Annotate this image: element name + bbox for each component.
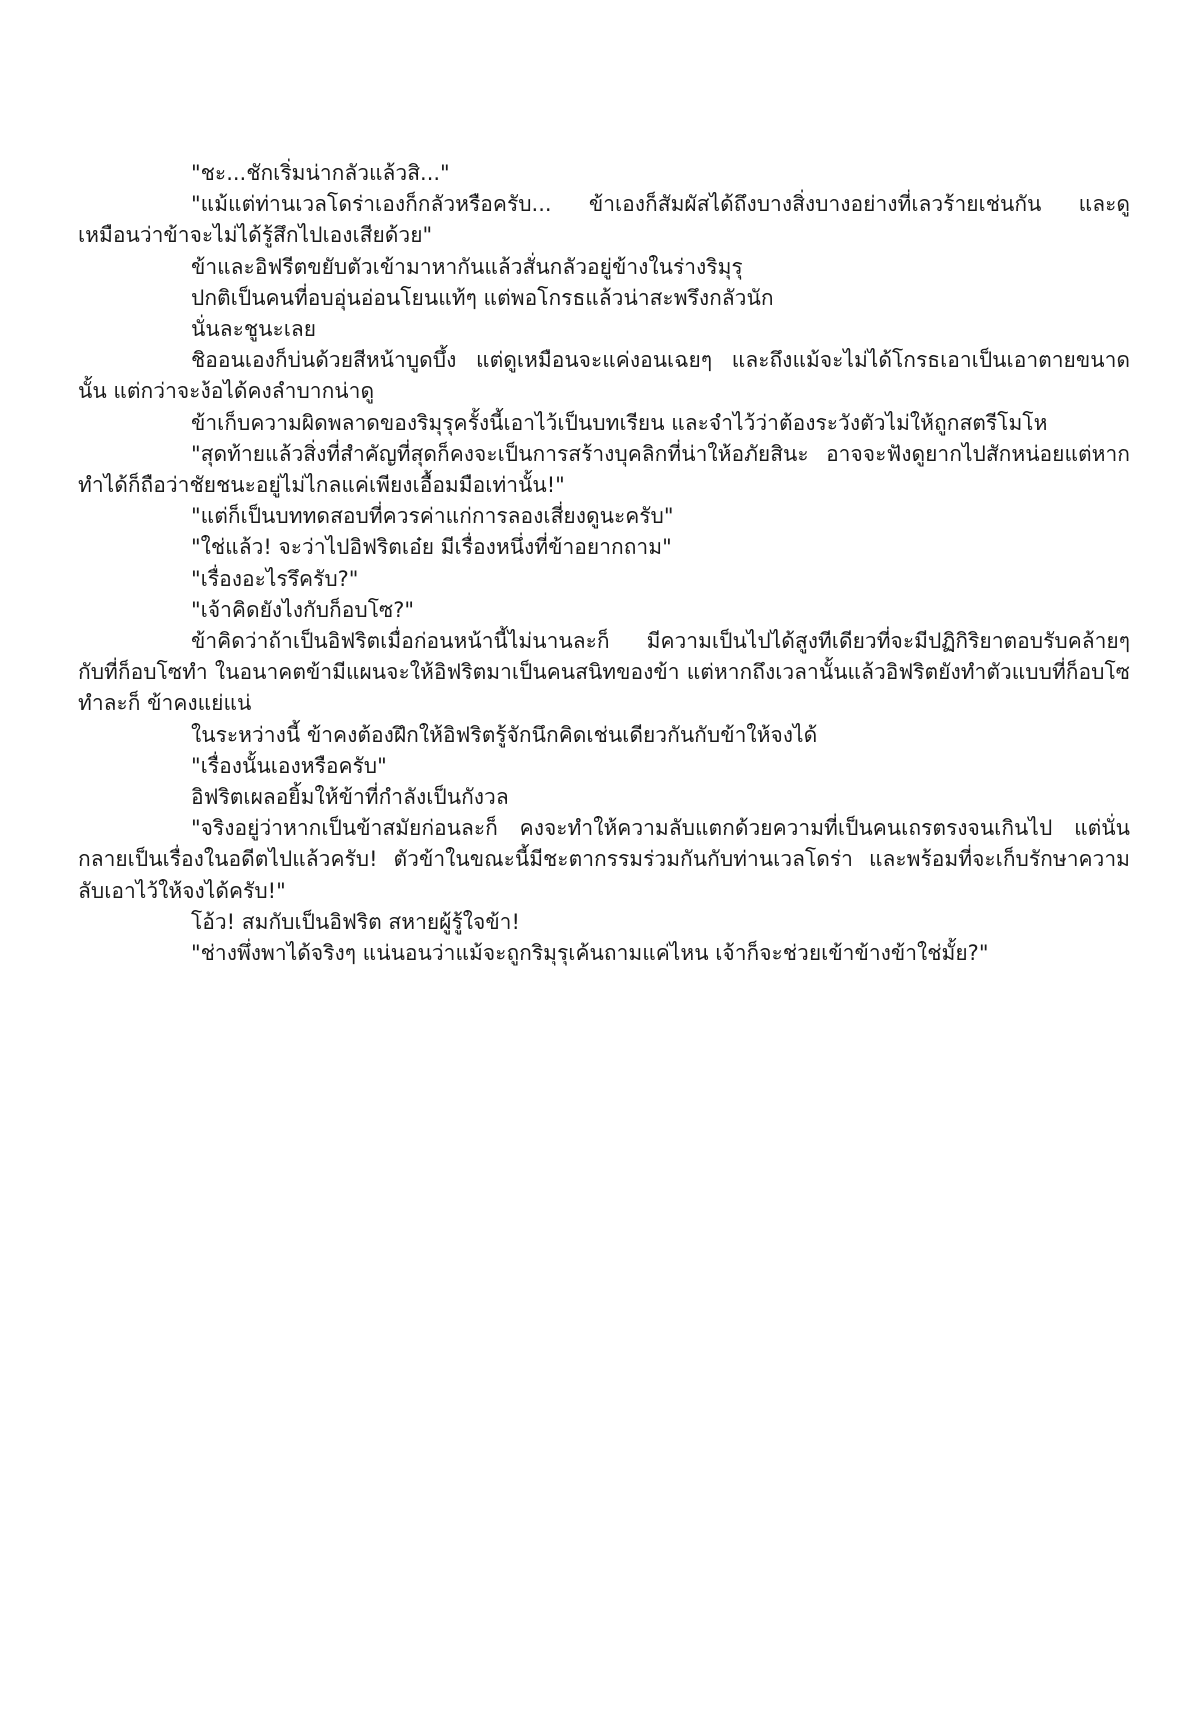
paragraph: "เจ้าคิดยังไงกับก็อบโซ?" <box>191 597 415 622</box>
paragraph: "ช่างพึ่งพาได้จริงๆ แน่นอนว่าแม้จะถูกริมุรุเค้นถามแค่ไหน เจ้าก็จะช่วยเข้าข้างข้าใช่มั้ย?" <box>191 941 989 966</box>
paragraph: ปกติเป็นคนที่อบอุ่นอ่อนโยนแท้ๆ แต่พอโกรธแล้วน่าสะพรึงกลัวนัก <box>191 285 774 310</box>
paragraph: ข้าเก็บความผิดพลาดของริมุรุครั้งนี้เอาไว้เป็นบทเรียน และจำไว้ว่าต้องระวังตัวไม่ให้ถูกสตรีโมโห <box>191 410 1048 435</box>
paragraph: นั่นละชูนะเลย <box>191 317 317 342</box>
paragraph: ข้าและอิฟรีตขยับตัวเข้ามาหากันแล้วสั่นกลัวอยู่ข้างในร่างริมุรุ <box>191 254 743 279</box>
paragraph: "ชะ...ชักเริ่มน่ากลัวแล้วสิ..." <box>191 161 450 185</box>
document-body <box>78 158 1130 969</box>
paragraph: "เรื่องอะไรรึครับ?" <box>191 566 359 591</box>
paragraph: ข้าคิดว่าถ้าเป็นอิฟริตเมื่อก่อนหน้านี้ไม่นานละก็ มีความเป็นไปได้สูงทีเดียวที่จะมีปฏิกิริยาตอบรับคล้ายๆ กับที่ก็อบโซทำ ในอนาคตข้ามีแผนจะให้อิฟริตมาเป็นคนสนิทของข้า แต่หากถึงเวลานั้นแล้วอิฟริตยังทำตัวแบบที่ก็อบโซทำละก็ ข้าคงแย่แน่ <box>78 629 1130 716</box>
paragraph: โอ้ว! สมกับเป็นอิฟริต สหายผู้รู้ใจข้า! <box>191 909 520 934</box>
paragraph: ชิออนเองก็บ่นด้วยสีหน้าบูดบึ้ง แต่ดูเหมือนจะแค่งอนเฉยๆ และถึงแม้จะไม่ได้โกรธเอาเป็นเอาตายขนาดนั้น แต่กว่าจะง้อได้คงลำบากน่าดู <box>78 348 1130 404</box>
paragraph: อิฟริตเผลอยิ้มให้ข้าที่กำลังเป็นกังวล <box>191 785 509 810</box>
paragraph: "เรื่องนั้นเองหรือครับ" <box>191 753 387 778</box>
paragraph: ในระหว่างนี้ ข้าคงต้องฝึกให้อิฟริตรู้จักนึกคิดเช่นเดียวกันกับข้าให้จงได้ <box>191 722 818 747</box>
paragraph: "แต่ก็เป็นบททดสอบที่ควรค่าแก่การลองเสี่ยงดูนะครับ" <box>191 504 674 529</box>
paragraph: "จริงอยู่ว่าหากเป็นข้าสมัยก่อนละก็ คงจะทำให้ความลับแตกด้วยความที่เป็นคนเถรตรงจนเกินไป แต่นั่นกลายเป็นเรื่องในอดีตไปแล้วครับ! ตัวข้าในขณะนี้มีชะตากรรมร่วมกันกับท่านเวลโดร่า และพร้อมที่จะเก็บรักษาความลับเอาไว้ให้จงได้ครับ!" <box>78 816 1130 903</box>
paragraph: "แม้แต่ท่านเวลโดร่าเองก็กลัวหรือครับ... ข้าเองก็สัมผัสได้ถึงบางสิ่งบางอย่างที่เลวร้ายเช่นกัน และดูเหมือนว่าข้าจะไม่ได้รู้สึกไปเองเสียด้วย" <box>78 192 1130 248</box>
paragraph: "ใช่แล้ว! จะว่าไปอิฟริตเอ๋ย มีเรื่องหนึ่งที่ข้าอยากถาม" <box>191 535 672 560</box>
paragraph: "สุดท้ายแล้วสิ่งที่สำคัญที่สุดก็คงจะเป็นการสร้างบุคลิกที่น่าให้อภัยสินะ อาจจะฟังดูยากไปสักหน่อยแต่หากทำได้ก็ถือว่าชัยชนะอยู่ไม่ไกลแค่เพียงเอื้อมมือเท่านั้น!" <box>78 441 1130 498</box>
